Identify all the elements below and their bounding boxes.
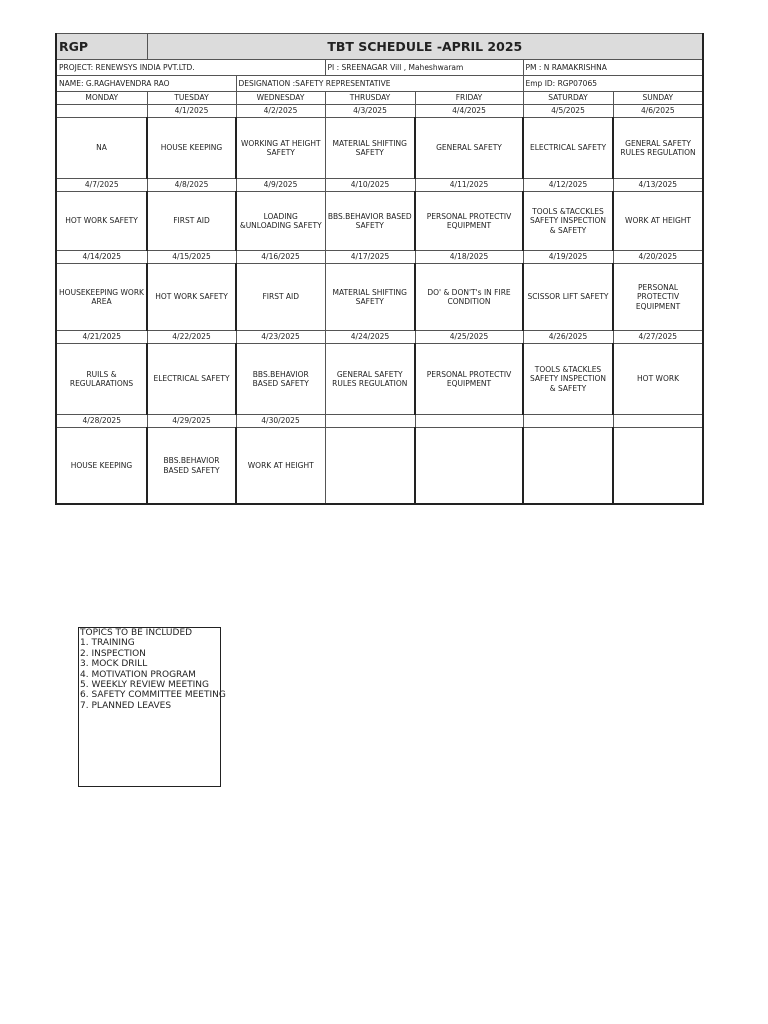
topic-row xyxy=(56,344,703,415)
topic-cell: BBS.BEHAVIOR BASED SAFETY xyxy=(147,428,236,505)
topic-row xyxy=(56,428,703,505)
day-header: TUESDAY xyxy=(147,92,236,105)
date-cell: 4/17/2025 xyxy=(325,251,415,264)
date-cell: 4/20/2025 xyxy=(613,251,703,264)
topic-cell: HOT WORK SAFETY xyxy=(147,264,236,331)
topic-list-item: 2. INSPECTION xyxy=(80,648,146,659)
date-cell: 4/28/2025 xyxy=(56,415,147,428)
date-cell: 4/18/2025 xyxy=(415,251,523,264)
topic-cell: HOUSEKEEPING WORK AREA xyxy=(56,264,147,331)
designation-cell: DESIGNATION :SAFETY REPRESENTATIVE xyxy=(236,76,523,92)
topic-cell xyxy=(325,428,415,505)
date-cell: 4/23/2025 xyxy=(236,331,325,344)
topic-cell: BBS.BEHAVIOR BASED SAFETY xyxy=(325,192,415,251)
topic-cell: MATERIAL SHIFTING SAFETY xyxy=(325,118,415,179)
topic-cell: HOUSE KEEPING xyxy=(147,118,236,179)
topic-cell: TOOLS &TACCKLES SAFETY INSPECTION & SAFETY xyxy=(523,192,613,251)
topic-cell: WORK AT HEIGHT xyxy=(613,192,703,251)
date-cell: 4/10/2025 xyxy=(325,179,415,192)
date-cell: 4/4/2025 xyxy=(415,105,523,118)
topic-cell: WORK AT HEIGHT xyxy=(236,428,325,505)
date-cell: 4/27/2025 xyxy=(613,331,703,344)
date-cell: 4/6/2025 xyxy=(613,105,703,118)
date-cell: 4/8/2025 xyxy=(147,179,236,192)
date-row xyxy=(56,179,703,192)
day-header: MONDAY xyxy=(56,92,147,105)
date-row xyxy=(56,251,703,264)
date-row xyxy=(56,105,703,118)
topic-cell: BBS.BEHAVIOR BASED SAFETY xyxy=(236,344,325,415)
date-cell xyxy=(56,105,147,118)
topic-cell: SCISSOR LIFT SAFETY xyxy=(523,264,613,331)
day-header: SUNDAY xyxy=(613,92,703,105)
topic-row xyxy=(56,264,703,331)
topic-list-item: 4. MOTIVATION PROGRAM xyxy=(80,669,196,680)
date-cell xyxy=(613,415,703,428)
date-cell: 4/19/2025 xyxy=(523,251,613,264)
date-cell: 4/11/2025 xyxy=(415,179,523,192)
topic-cell: GENERAL SAFETY RULES REGULATION xyxy=(613,118,703,179)
topic-cell: DO' & DON'T's IN FIRE CONDITION xyxy=(415,264,523,331)
date-cell: 4/21/2025 xyxy=(56,331,147,344)
topics-to-include-box xyxy=(78,627,226,787)
topic-cell: MATERIAL SHIFTING SAFETY xyxy=(325,264,415,331)
date-cell: 4/7/2025 xyxy=(56,179,147,192)
topic-cell: HOT WORK xyxy=(613,344,703,415)
date-row xyxy=(56,331,703,344)
date-cell: 4/12/2025 xyxy=(523,179,613,192)
day-header: FRIDAY xyxy=(415,92,523,105)
topic-cell xyxy=(523,428,613,505)
tbt-schedule-table xyxy=(55,33,704,505)
date-cell: 4/22/2025 xyxy=(147,331,236,344)
date-cell: 4/9/2025 xyxy=(236,179,325,192)
day-header: SATURDAY xyxy=(523,92,613,105)
brand-label: RGP xyxy=(56,34,147,60)
topic-list-item: 6. SAFETY COMMITTEE MEETING xyxy=(80,690,226,701)
topic-cell: HOUSE KEEPING xyxy=(56,428,147,505)
date-cell: 4/25/2025 xyxy=(415,331,523,344)
date-cell: 4/13/2025 xyxy=(613,179,703,192)
date-row xyxy=(56,415,703,428)
topic-cell: FIRST AID xyxy=(147,192,236,251)
day-header: THRUSDAY xyxy=(325,92,415,105)
topic-row xyxy=(56,192,703,251)
date-cell: 4/24/2025 xyxy=(325,331,415,344)
topic-list-item: 1. TRAINING xyxy=(80,638,135,649)
topics-heading: TOPICS TO BE INCLUDED xyxy=(80,628,193,638)
pm-cell: PM : N RAMAKRISHNA xyxy=(523,60,703,76)
topic-cell: TOOLS &TACKLES SAFETY INSPECTION & SAFETY xyxy=(523,344,613,415)
topic-cell: RUILS & REGULARATIONS xyxy=(56,344,147,415)
date-cell: 4/3/2025 xyxy=(325,105,415,118)
date-cell xyxy=(415,415,523,428)
title-row xyxy=(56,34,703,60)
topic-cell: WORKING AT HEIGHT SAFETY xyxy=(236,118,325,179)
topic-cell: PERSONAL PROTECTIV EQUIPMENT xyxy=(415,192,523,251)
date-cell xyxy=(325,415,415,428)
name-cell: NAME: G.RAGHAVENDRA RAO xyxy=(56,76,236,92)
topic-list-item: 5. WEEKLY REVIEW MEETING xyxy=(80,680,209,691)
date-cell: 4/1/2025 xyxy=(147,105,236,118)
date-cell: 4/15/2025 xyxy=(147,251,236,264)
employee-row xyxy=(56,76,703,92)
topic-list-item: 7. PLANNED LEAVES xyxy=(80,700,172,711)
project-cell: PROJECT: RENEWSYS INDIA PVT.LTD. xyxy=(56,60,325,76)
emp-id-cell: Emp ID: RGP07065 xyxy=(523,76,703,92)
topic-cell: ELECTRICAL SAFETY xyxy=(147,344,236,415)
pi-cell: PI : SREENAGAR Vill , Maheshwaram xyxy=(325,60,523,76)
date-cell: 4/26/2025 xyxy=(523,331,613,344)
project-row xyxy=(56,60,703,76)
date-cell: 4/30/2025 xyxy=(236,415,325,428)
date-cell: 4/14/2025 xyxy=(56,251,147,264)
date-cell xyxy=(523,415,613,428)
topic-cell: ELECTRICAL SAFETY xyxy=(523,118,613,179)
topic-cell: NA xyxy=(56,118,147,179)
topic-cell: PERSONAL PROTECTIV EQUIPMENT xyxy=(415,344,523,415)
topic-row xyxy=(56,118,703,179)
topic-cell: HOT WORK SAFETY xyxy=(56,192,147,251)
topic-cell xyxy=(613,428,703,505)
day-header-row xyxy=(56,92,703,105)
day-header: WEDNESDAY xyxy=(236,92,325,105)
date-cell: 4/29/2025 xyxy=(147,415,236,428)
page-title: TBT SCHEDULE -APRIL 2025 xyxy=(147,34,703,60)
date-cell: 4/16/2025 xyxy=(236,251,325,264)
topic-cell: FIRST AID xyxy=(236,264,325,331)
topic-cell: GENERAL SAFETY xyxy=(415,118,523,179)
topic-cell: GENERAL SAFETY RULES REGULATION xyxy=(325,344,415,415)
topic-cell: LOADING &UNLOADING SAFETY xyxy=(236,192,325,251)
topic-cell: PERSONAL PROTECTIV EQUIPMENT xyxy=(613,264,703,331)
topic-list-item: 3. MOCK DRILL xyxy=(80,659,148,670)
topic-cell xyxy=(415,428,523,505)
date-cell: 4/2/2025 xyxy=(236,105,325,118)
date-cell: 4/5/2025 xyxy=(523,105,613,118)
